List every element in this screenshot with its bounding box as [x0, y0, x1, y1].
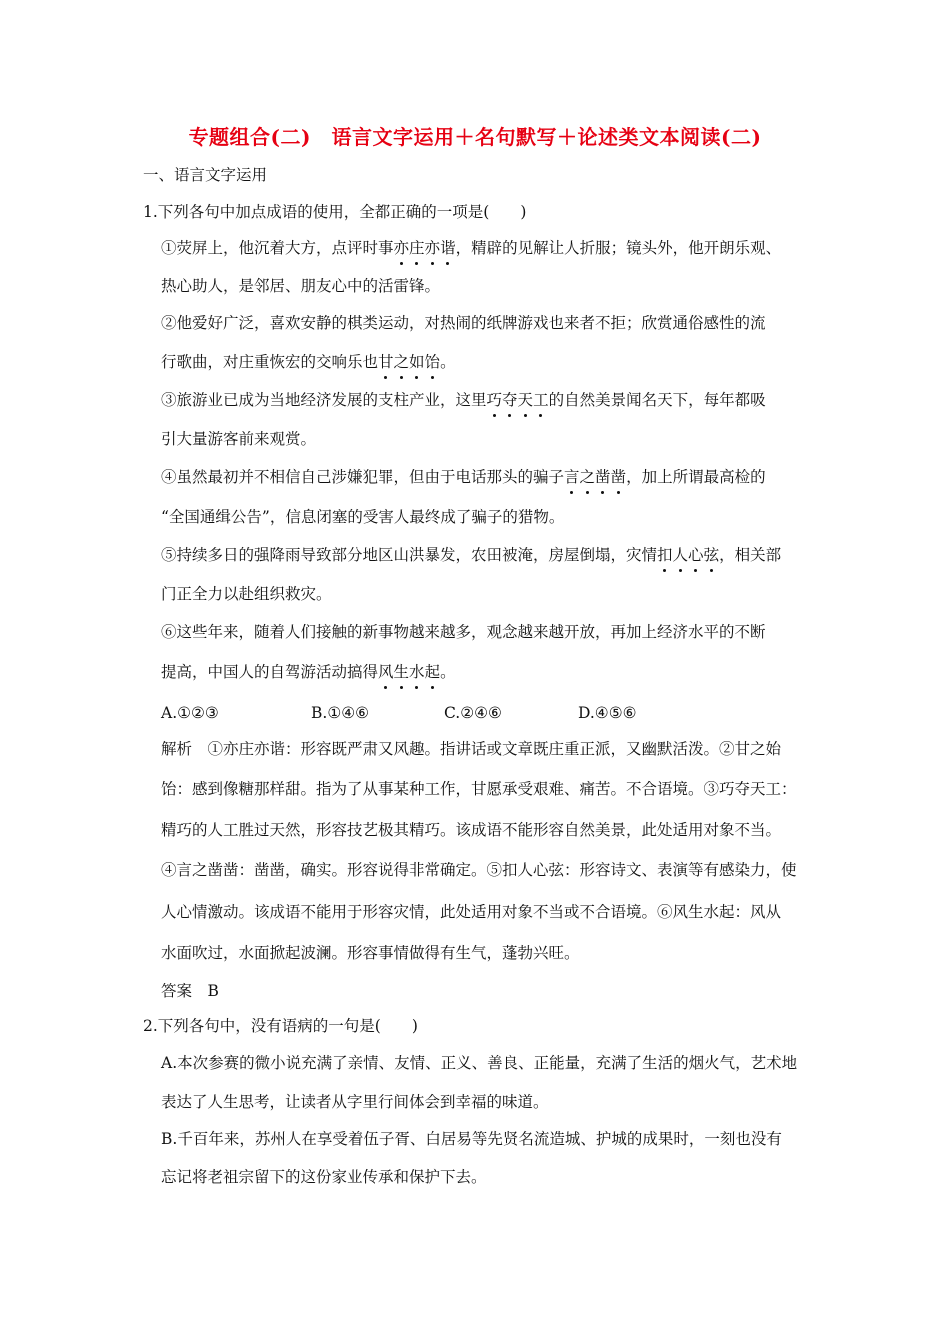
page-title: 专题组合(二) 语言文字运用＋名句默写＋论述类文本阅读(二)	[188, 125, 762, 149]
analysis-line: 饴：感到像糖那样甜。指为了从事某种工作，甘愿承受艰难、痛苦。不合语境。③巧夺天工：	[161, 780, 797, 798]
emphasis-character: 之	[393, 353, 410, 371]
q1-sentence-4-cont: “全国通缉公告”，信息闭塞的受害人最终成了骗子的猎物。	[161, 508, 565, 526]
emphasis-character: 凿	[595, 468, 611, 486]
emphasis-character: 言	[564, 468, 580, 486]
q1-sentence-5-cont: 门正全力以赴组织救灾。	[161, 585, 332, 603]
emphasis-character: 谐	[440, 239, 456, 257]
emphasis-character: 甘	[378, 353, 394, 371]
emphasis-character: 人	[672, 546, 689, 564]
emphasis-character: 如	[409, 353, 425, 371]
q1-sentence-6: ⑥这些年来，随着人们接触的新事物越来越多，观念越来越开放，再加上经济水平的不断	[161, 623, 766, 641]
q1-sentence-6-cont: 提高，中国人的自驾游活动搞得风生水起。	[161, 663, 456, 681]
q1-sentence-5: ⑤持续多日的强降雨导致部分地区山洪暴发，农田被淹，房屋倒塌，灾情扣人心弦，相关部	[161, 546, 782, 564]
emphasis-character: 凿	[610, 468, 627, 486]
emphasis-character: 庄	[409, 239, 425, 257]
q2-option-b-cont: 忘记将老祖宗留下的这份家业传承和保护下去。	[161, 1168, 487, 1186]
q1-sentence-4: ④虽然最初并不相信自己涉嫌犯罪，但由于电话那头的骗子言之凿凿，加上所谓最高检的	[161, 468, 766, 486]
option-b: B.①④⑥	[311, 704, 370, 722]
analysis-line: 精巧的人工胜过天然，形容技艺极其精巧。该成语不能形容自然美景，此处适用对象不当。	[161, 821, 782, 839]
emphasis-character: 风	[378, 663, 394, 681]
dotted-idiom	[378, 352, 440, 372]
q2-option-a: A.本次参赛的微小说充满了亲情、友情、正义、善良、正能量，充满了生活的烟火气，艺术地	[161, 1054, 798, 1072]
q2-option-b: B.千百年来，苏州人在享受着伍子胥、白居易等先贤名流造城、护城的成果时，一刻也没有	[161, 1130, 782, 1148]
q1-sentence-1-cont: 热心助人，是邻居、朋友心中的活雷锋。	[161, 277, 441, 295]
emphasis-character: 夺	[502, 391, 518, 409]
answer: 答案 B	[161, 982, 219, 1000]
dotted-idiom	[378, 662, 440, 682]
option-a: A.①②③	[161, 704, 219, 722]
dotted-idiom	[487, 390, 549, 410]
emphasis-character: 天	[517, 391, 534, 409]
emphasis-character: 生	[393, 663, 410, 681]
analysis-line: 人心情激动。该成语不能用于形容灾情，此处适用对象不当或不合语境。⑥风生水起：风从	[161, 903, 782, 921]
q1-sentence-2-cont: 行歌曲，对庄重恢宏的交响乐也甘之如饴。	[161, 353, 456, 371]
emphasis-character: 亦	[424, 239, 441, 257]
dotted-idiom	[394, 238, 456, 258]
q1-sentence-3: ③旅游业已成为当地经济发展的支柱产业，这里巧夺天工的自然美景闻名天下，每年都吸	[161, 391, 766, 409]
emphasis-character: 水	[409, 663, 425, 681]
q2-option-a-cont: 表达了人生思考，让读者从字里行间体会到幸福的味道。	[161, 1093, 549, 1111]
q1-sentence-3-cont: 引大量游客前来观赏。	[161, 430, 317, 448]
emphasis-character: 巧	[486, 391, 503, 409]
question-2-stem: 2.下列各句中，没有语病的一句是( )	[143, 1017, 418, 1035]
emphasis-character: 工	[533, 391, 549, 409]
emphasis-character: 之	[579, 468, 596, 486]
emphasis-character: 扣	[657, 546, 673, 564]
question-1-stem: 1.下列各句中加点成语的使用，全都正确的一项是( )	[143, 203, 527, 221]
option-d: D.④⑤⑥	[578, 704, 637, 722]
emphasis-character: 弦	[703, 546, 720, 564]
analysis-line: 水面吹过，水面掀起波澜。形容事情做得有生气，蓬勃兴旺。	[161, 944, 580, 962]
emphasis-character: 亦	[393, 239, 410, 257]
analysis-line: ④言之凿凿：凿凿，确实。形容说得非常确定。⑤扣人心弦：形容诗文、表演等有感染力，使	[161, 861, 797, 879]
section-heading: 一、语言文字运用	[143, 166, 268, 184]
q1-sentence-1: ①荧屏上，他沉着大方，点评时事亦庄亦谐，精辟的见解让人折服；镜头外，他开朗乐观、	[161, 239, 782, 257]
dotted-idiom	[657, 545, 719, 565]
q1-sentence-2: ②他爱好广泛，喜欢安静的棋类运动，对热闹的纸牌游戏也来者不拒；欣赏通俗感性的流	[161, 314, 766, 332]
emphasis-character: 心	[688, 546, 704, 564]
analysis-line: 解析 ①亦庄亦谐：形容既严肃又风趣。指讲话或文章既庄重正派，又幽默活泼。②甘之始	[161, 740, 782, 758]
dotted-idiom	[564, 467, 626, 487]
emphasis-character: 起	[424, 663, 441, 681]
emphasis-character: 饴	[424, 353, 441, 371]
option-c: C.②④⑥	[444, 704, 502, 722]
